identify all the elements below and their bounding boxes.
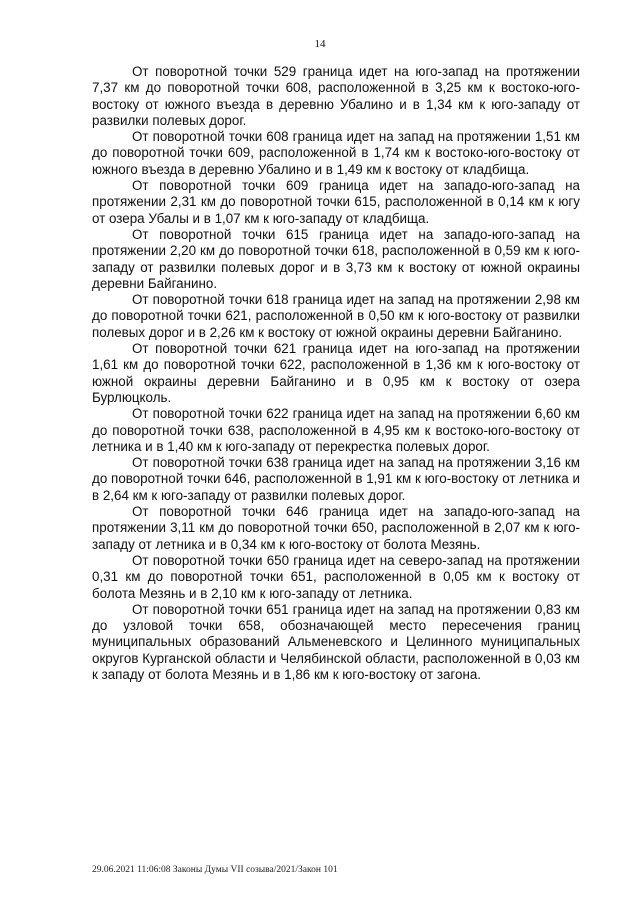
paragraph: От поворотной точки 609 граница идет на западо-юго-запад на протяжении 2,31 км до поворотной точки 615, расположенной в 0,14 км к югу от озера Убалы и в 1,07 км к юго-западу от кладбища. [92,178,580,226]
paragraph: От поворотной точки 621 граница идет на юго-запад на протяжении 1,61 км до поворотной точки 622, расположенной в 1,36 км к юго-востоку от южной окраины деревни Байганино и в 0,95 км к востоку от озера Бурлюцколь. [92,341,580,405]
page-number: 14 [314,38,326,50]
document-body [92,64,580,683]
paragraph: От поворотной точки 615 граница идет на западо-юго-запад на протяжении 2,20 км до поворотной точки 618, расположенной в 0,59 км к юго-западу от развилки полевых дорог и в 3,73 км к востоку от южной окраины деревни Байганино. [92,226,580,291]
document-footer: 29.06.2021 11:06:08 Законы Думы VII созыва/2021/Закон 101 [92,865,338,875]
paragraph: От поворотной точки 529 граница идет на юго-запад на протяжении 7,37 км до поворотной точки 608, расположенной в 3,25 км к востоко-юго-востоку от южного въезда в деревню Убалино и в 1,34 км к юго-западу от развилки полевых дорог. [92,64,580,128]
paragraph: От поворотной точки 651 граница идет на запад на протяжении 0,83 км до узловой точки 658, обозначающей место пересечения границ муниципальных образований Альменевского и Целинного муниципальных округов Курганской области и Челябинской области, расположенной в 0,03 км к западу от болота Мезянь и в 1,86 км к юго-востоку от загона. [92,601,580,682]
paragraph: От поворотной точки 622 граница идет на запад на протяжении 6,60 км до поворотной точки 638, расположенной в 4,95 км к востоко-юго-востоку от летника и в 1,40 км к юго-западу от перекрестка полевых дорог. [92,406,580,454]
paragraph: От поворотной точки 638 граница идет на запад на протяжении 3,16 км до поворотной точки 646, расположенной в 1,91 км к юго-востоку от летника и в 2,64 км к юго-западу от развилки полевых дорог. [92,455,580,503]
paragraph: От поворотной точки 650 граница идет на северо-запад на протяжении 0,31 км до поворотной точки 651, расположенной в 0,05 км к востоку от болота Мезянь и в 2,10 км к юго-западу от летника. [92,552,580,601]
paragraph: От поворотной точки 618 граница идет на запад на протяжении 2,98 км до поворотной точки 621, расположенной в 0,50 км к юго-востоку от развилки полевых дорог и в 2,26 км к востоку от южной окраины деревни Байганино. [92,292,580,340]
paragraph: От поворотной точки 646 граница идет на западо-юго-запад на протяжении 3,11 км до поворотной точки 650, расположенной в 2,07 км к юго-западу от летника и в 0,34 км к юго-востоку от болота Мезянь. [92,504,580,552]
paragraph: От поворотной точки 608 граница идет на запад на протяжении 1,51 км до поворотной точки 609, расположенной в 1,74 км к востоко-юго-востоку от южного въезда в деревню Убалино и в 1,49 км к востоку от кладбища. [92,129,580,177]
